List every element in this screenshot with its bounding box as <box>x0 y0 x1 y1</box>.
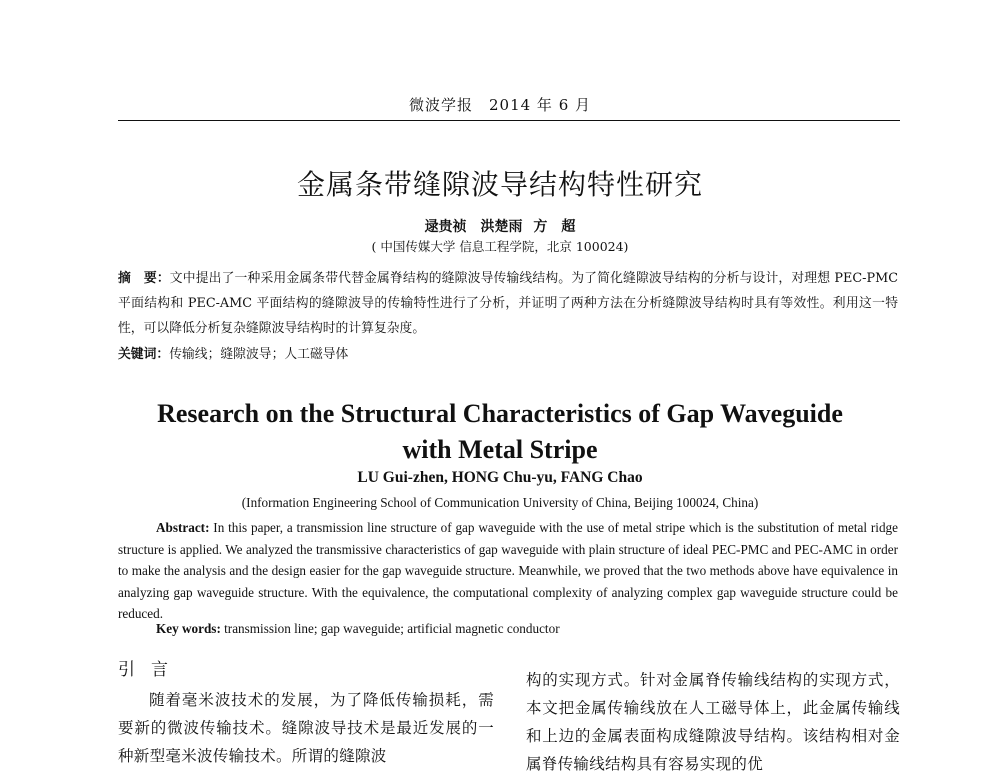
english-title <box>0 396 1000 468</box>
english-title-line1: Research on the Structural Characteristics of Gap Waveguide <box>157 399 843 428</box>
english-authors: LU Gui-zhen, HONG Chu-yu, FANG Chao <box>357 469 643 486</box>
english-title-line2: with Metal Stripe <box>402 435 598 464</box>
body-left-column: 随着毫米波技术的发展，为了降低传输损耗，需要新的微波传输技术。缝隙波导技术是最近发展的一种新型毫米波传输技术。所谓的缝隙波 <box>118 691 494 765</box>
english-abstract <box>118 517 898 625</box>
chinese-abstract-text: 文中提出了一种采用金属条带代替金属脊结构的缝隙波导传输线结构。为了简化缝隙波导结构的分析与设计，对理想 PEC-PMC 平面结构和 PEC-AMC 平面结构的缝隙波导的传输特性进行了分析，并证明了两种方法在分析缝隙波导结构时具有等效性。利用这一特性，可以降低分析复杂缝隙波导结构时的计算复杂度。 <box>118 271 898 336</box>
section-heading-introduction: 引言 <box>118 660 184 680</box>
english-keywords-text: transmission line; gap waveguide; artificial magnetic conductor <box>220 621 560 636</box>
english-affiliation: (Information Engineering School of Communication University of China, Beijing 100024, China) <box>241 495 759 510</box>
english-abstract-text: In this paper, a transmission line structure of gap waveguide with the use of metal stripe which is the substitution of metal ridge structure is applied. We analyzed the transmissive characteristics of gap waveguide with plain structure of ideal PEC-PMC and PEC-AMC in order to make the analysis and the design easier for the gap waveguide structure. Meanwhile, we proved that the two methods above have equivalence in analyzing gap waveguide structure. With the equivalence, the computational complexity of analyzing complex gap waveguide structure could be reduced. <box>118 520 898 621</box>
chinese-authors: 逯贵祯 洪楚雨 方 超 <box>424 219 576 235</box>
chinese-abstract-label: 摘 要： <box>118 271 170 286</box>
header-rule <box>118 120 900 121</box>
chinese-affiliation: ( 中国传媒大学 信息工程学院，北京 100024) <box>371 239 629 254</box>
chinese-title: 金属条带缝隙波导结构特性研究 <box>296 168 703 201</box>
chinese-keywords-label: 关键词： <box>118 347 170 362</box>
english-abstract-label: Abstract: <box>156 520 210 535</box>
body-right-column: 构的实现方式。针对金属脊传输线结构的实现方式，本文把金属传输线放在人工磁导体上，此金属传输线和上边的金属表面构成缝隙波导结构。该结构相对金属脊传输线结构具有容易实现的优 <box>526 671 900 773</box>
chinese-keywords <box>118 343 898 362</box>
english-keywords <box>156 621 898 637</box>
chinese-abstract <box>118 266 898 341</box>
running-head: 微波学报 2014 年 6 月 <box>408 96 592 114</box>
english-keywords-label: Key words: <box>156 621 221 636</box>
chinese-keywords-text: 传输线；缝隙波导；人工磁导体 <box>169 347 349 362</box>
